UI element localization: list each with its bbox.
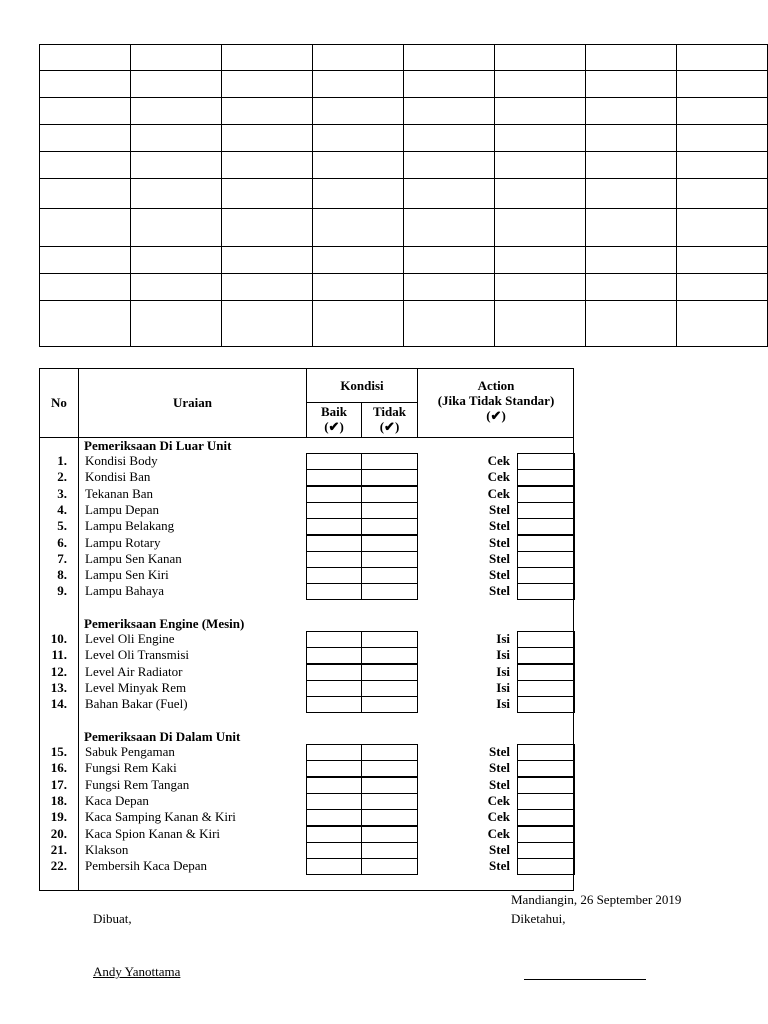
row-action: Isi [496, 696, 510, 712]
grid-cell [586, 45, 677, 71]
grid-cell [131, 247, 222, 274]
grid-cell [222, 71, 313, 98]
action-checkbox[interactable] [517, 551, 575, 568]
action-checkbox[interactable] [517, 696, 575, 713]
baik-checkbox[interactable] [306, 744, 362, 761]
grid-row [40, 71, 768, 98]
acknowledged-label: Diketahui, [511, 911, 566, 926]
baik-checkbox[interactable] [306, 469, 362, 486]
grid-cell [131, 301, 222, 347]
row-number: 7. [57, 550, 67, 566]
grid-cell [677, 301, 768, 347]
grid-cell [404, 71, 495, 98]
baik-checkbox[interactable] [306, 535, 362, 552]
tidak-checkbox[interactable] [361, 486, 418, 503]
row-number: 3. [57, 485, 67, 501]
grid-cell [222, 209, 313, 247]
grid-cell [40, 71, 131, 98]
baik-checkbox[interactable] [306, 777, 362, 794]
row-action: Isi [496, 631, 510, 646]
row-label: Lampu Sen Kanan [85, 550, 182, 566]
action-checkbox[interactable] [517, 583, 575, 600]
header-action [418, 378, 574, 423]
row-number: 4. [57, 501, 67, 517]
tidak-checkbox[interactable] [361, 518, 418, 535]
grid-cell [495, 45, 586, 71]
grid-cell [404, 98, 495, 125]
grid-cell [495, 152, 586, 179]
section-title: Pemeriksaan Di Dalam Unit [84, 729, 241, 744]
grid-cell [313, 45, 404, 71]
action-checkbox[interactable] [517, 647, 575, 664]
row-label: Lampu Depan [85, 501, 160, 517]
grid-cell [495, 71, 586, 98]
baik-checkbox[interactable] [306, 826, 362, 843]
baik-checkbox[interactable] [306, 502, 362, 519]
grid-cell [404, 301, 495, 347]
grid-row [40, 125, 768, 152]
baik-checkbox[interactable] [306, 583, 362, 600]
row-action: Stel [489, 858, 510, 874]
baik-checkbox[interactable] [306, 680, 362, 697]
grid-cell [495, 274, 586, 301]
row-label: Lampu Bahaya [85, 583, 165, 599]
row-number: 21. [50, 841, 67, 857]
tidak-checkbox[interactable] [361, 680, 418, 697]
row-action: Isi [496, 647, 510, 663]
grid-cell [222, 45, 313, 71]
tidak-checkbox[interactable] [361, 567, 418, 584]
grid-cell [40, 125, 131, 152]
row-number: 6. [57, 534, 67, 550]
check-mark-icon: (✔) [324, 419, 344, 434]
tidak-checkbox[interactable] [361, 631, 418, 648]
row-action: Stel [489, 776, 510, 792]
row-label: Kaca Spion Kanan & Kiri [85, 825, 221, 841]
grid-cell [313, 179, 404, 209]
section-title: Pemeriksaan Engine (Mesin) [84, 616, 245, 631]
row-action: Stel [489, 760, 510, 776]
action-checkbox[interactable] [517, 858, 575, 875]
grid-cell [495, 247, 586, 274]
tidak-checkbox[interactable] [361, 858, 418, 875]
row-label: Kondisi Ban [85, 469, 151, 485]
baik-checkbox[interactable] [306, 696, 362, 713]
grid-cell [222, 98, 313, 125]
action-checkbox[interactable] [517, 664, 575, 681]
grid-cell [40, 209, 131, 247]
grid-cell [677, 125, 768, 152]
row-number: 17. [50, 776, 67, 792]
row-number: 2. [57, 469, 67, 485]
grid-cell [586, 209, 677, 247]
row-label: Pembersih Kaca Depan [85, 858, 208, 874]
grid-cell [40, 274, 131, 301]
row-action: Cek [487, 453, 510, 468]
row-label: Level Air Radiator [85, 663, 183, 679]
grid-cell [40, 45, 131, 71]
grid-cell [131, 71, 222, 98]
row-label: Level Minyak Rem [85, 679, 187, 695]
row-number: 16. [50, 760, 67, 776]
tidak-checkbox[interactable] [361, 777, 418, 794]
action-checkbox[interactable] [517, 760, 575, 777]
action-checkbox[interactable] [517, 680, 575, 697]
grid-cell [404, 179, 495, 209]
row-label: Lampu Rotary [85, 534, 161, 550]
grid-cell [40, 152, 131, 179]
grid-cell [131, 179, 222, 209]
row-label: Lampu Sen Kiri [85, 567, 169, 583]
grid-cell [222, 301, 313, 347]
signature-line [524, 979, 646, 980]
row-label: Lampu Belakang [85, 518, 175, 534]
action-checkbox[interactable] [517, 469, 575, 486]
baik-checkbox[interactable] [306, 567, 362, 584]
tidak-checkbox[interactable] [361, 696, 418, 713]
grid-cell [404, 125, 495, 152]
grid-cell [495, 98, 586, 125]
grid-cell [313, 301, 404, 347]
grid-cell [222, 152, 313, 179]
grid-cell [677, 45, 768, 71]
grid-cell [313, 274, 404, 301]
grid-cell [313, 152, 404, 179]
grid-cell [131, 209, 222, 247]
row-action: Isi [496, 679, 510, 695]
row-action: Cek [487, 792, 510, 808]
grid-cell [495, 209, 586, 247]
tidak-checkbox[interactable] [361, 453, 418, 470]
row-label: Fungsi Rem Kaki [85, 760, 177, 776]
grid-cell [131, 152, 222, 179]
grid-row [40, 274, 768, 301]
header-no: No [51, 395, 67, 410]
grid-cell [586, 152, 677, 179]
grid-cell [677, 152, 768, 179]
grid-cell [586, 274, 677, 301]
tidak-checkbox[interactable] [361, 744, 418, 761]
tidak-checkbox[interactable] [361, 664, 418, 681]
grid-row [40, 247, 768, 274]
grid-cell [131, 98, 222, 125]
header-action-label: Action [477, 378, 515, 393]
grid-cell [586, 98, 677, 125]
grid-cell [677, 98, 768, 125]
section-title: Pemeriksaan Di Luar Unit [84, 438, 232, 453]
row-number: 1. [57, 453, 67, 468]
row-action: Cek [487, 469, 510, 485]
row-number: 9. [57, 583, 67, 599]
row-number: 14. [50, 696, 67, 712]
grid-cell [404, 247, 495, 274]
baik-checkbox[interactable] [306, 842, 362, 859]
grid-cell [586, 301, 677, 347]
baik-checkbox[interactable] [306, 453, 362, 470]
grid-cell [586, 179, 677, 209]
row-action: Stel [489, 744, 510, 759]
grid-cell [586, 247, 677, 274]
row-number: 11. [51, 647, 67, 663]
row-number: 19. [50, 809, 67, 825]
row-label: Kaca Depan [85, 792, 149, 808]
grid-row [40, 301, 768, 347]
row-number: 18. [50, 792, 67, 808]
header-uraian: Uraian [173, 395, 212, 410]
grid-cell [40, 301, 131, 347]
grid-row [40, 152, 768, 179]
grid-row [40, 209, 768, 247]
tidak-checkbox[interactable] [361, 469, 418, 486]
row-action: Stel [489, 501, 510, 517]
row-number: 22. [50, 858, 67, 874]
row-action: Isi [496, 663, 510, 679]
grid-cell [131, 125, 222, 152]
grid-cell [313, 247, 404, 274]
row-label: Fungsi Rem Tangan [85, 776, 190, 792]
baik-checkbox[interactable] [306, 793, 362, 810]
grid-cell [222, 247, 313, 274]
row-number: 20. [50, 825, 67, 841]
row-number: 13. [50, 679, 67, 695]
grid-cell [495, 179, 586, 209]
baik-checkbox[interactable] [306, 551, 362, 568]
action-checkbox[interactable] [517, 826, 575, 843]
row-label: Bahan Bakar (Fuel) [85, 696, 188, 712]
grid-cell [313, 71, 404, 98]
grid-cell [313, 98, 404, 125]
check-mark-icon: (✔) [379, 419, 400, 434]
grid-cell [677, 209, 768, 247]
baik-checkbox[interactable] [306, 518, 362, 535]
grid-cell [586, 125, 677, 152]
grid-cell [131, 45, 222, 71]
action-checkbox[interactable] [517, 567, 575, 584]
tidak-checkbox[interactable] [361, 551, 418, 568]
action-checkbox[interactable] [517, 535, 575, 552]
row-label: Level Oli Transmisi [85, 647, 190, 663]
grid-cell [495, 301, 586, 347]
grid-cell [677, 247, 768, 274]
baik-checkbox[interactable] [306, 858, 362, 875]
grid-cell [677, 179, 768, 209]
grid-cell [222, 274, 313, 301]
row-action: Cek [487, 825, 510, 841]
kondisi-subheader-line [306, 402, 418, 403]
grid-cell [40, 247, 131, 274]
tidak-checkbox[interactable] [361, 535, 418, 552]
grid-row [40, 179, 768, 209]
grid-cell [40, 179, 131, 209]
tidak-checkbox[interactable] [361, 502, 418, 519]
row-number: 12. [50, 663, 67, 679]
action-checkbox[interactable] [517, 502, 575, 519]
grid-cell [131, 274, 222, 301]
grid-cell [404, 152, 495, 179]
action-checkbox[interactable] [517, 793, 575, 810]
row-number: 8. [57, 567, 67, 583]
header-tidak-label: Tidak [372, 404, 406, 419]
col-divider-no [78, 368, 79, 891]
action-checkbox[interactable] [517, 453, 575, 470]
grid-cell [404, 209, 495, 247]
row-action: Stel [489, 534, 510, 550]
baik-checkbox[interactable] [306, 647, 362, 664]
grid-cell [313, 125, 404, 152]
action-checkbox[interactable] [517, 777, 575, 794]
row-number: 15. [50, 744, 67, 759]
grid-cell [677, 71, 768, 98]
grid-cell [677, 274, 768, 301]
tidak-checkbox[interactable] [361, 809, 418, 826]
row-action: Stel [489, 518, 510, 534]
action-checkbox[interactable] [517, 809, 575, 826]
grid-cell [313, 209, 404, 247]
grid-cell [404, 274, 495, 301]
top-empty-grid [39, 44, 768, 347]
baik-checkbox[interactable] [306, 664, 362, 681]
row-action: Cek [487, 485, 510, 501]
header-baik-label: Baik [320, 404, 347, 419]
header-baik [307, 404, 361, 434]
row-number: 5. [57, 518, 67, 534]
baik-checkbox[interactable] [306, 486, 362, 503]
tidak-checkbox[interactable] [361, 842, 418, 859]
action-checkbox[interactable] [517, 631, 575, 648]
place-date: Mandiangin, 26 September 2019 [511, 892, 682, 907]
action-checkbox[interactable] [517, 744, 575, 761]
row-label: Tekanan Ban [85, 485, 154, 501]
row-number: 10. [50, 631, 67, 646]
baik-checkbox[interactable] [306, 809, 362, 826]
row-action: Stel [489, 583, 510, 599]
row-action: Cek [487, 809, 510, 825]
row-action: Stel [489, 567, 510, 583]
action-checkbox[interactable] [517, 518, 575, 535]
row-label: Klakson [85, 841, 129, 857]
row-label: Level Oli Engine [85, 631, 175, 646]
row-label: Kaca Samping Kanan & Kiri [85, 809, 236, 825]
signer-name: Andy Yanottama [93, 964, 181, 979]
grid-row [40, 98, 768, 125]
grid-cell [222, 179, 313, 209]
row-label: Kondisi Body [85, 453, 158, 468]
grid-cell [495, 125, 586, 152]
tidak-checkbox[interactable] [361, 826, 418, 843]
grid-cell [222, 125, 313, 152]
made-by-label: Dibuat, [93, 911, 132, 926]
tidak-checkbox[interactable] [361, 793, 418, 810]
tidak-checkbox[interactable] [361, 647, 418, 664]
header-kondisi: Kondisi [340, 378, 384, 393]
grid-row [40, 45, 768, 71]
baik-checkbox[interactable] [306, 631, 362, 648]
grid-cell [40, 98, 131, 125]
grid-cell [586, 71, 677, 98]
baik-checkbox[interactable] [306, 760, 362, 777]
tidak-checkbox[interactable] [361, 583, 418, 600]
action-checkbox[interactable] [517, 842, 575, 859]
action-checkbox[interactable] [517, 486, 575, 503]
grid-cell [404, 45, 495, 71]
header-action-sub: (Jika Tidak Standar) [437, 393, 555, 408]
row-action: Stel [489, 841, 510, 857]
header-tidak [362, 404, 417, 434]
row-label: Sabuk Pengaman [85, 744, 175, 759]
check-mark-icon: (✔) [486, 408, 506, 423]
tidak-checkbox[interactable] [361, 760, 418, 777]
row-action: Stel [489, 550, 510, 566]
